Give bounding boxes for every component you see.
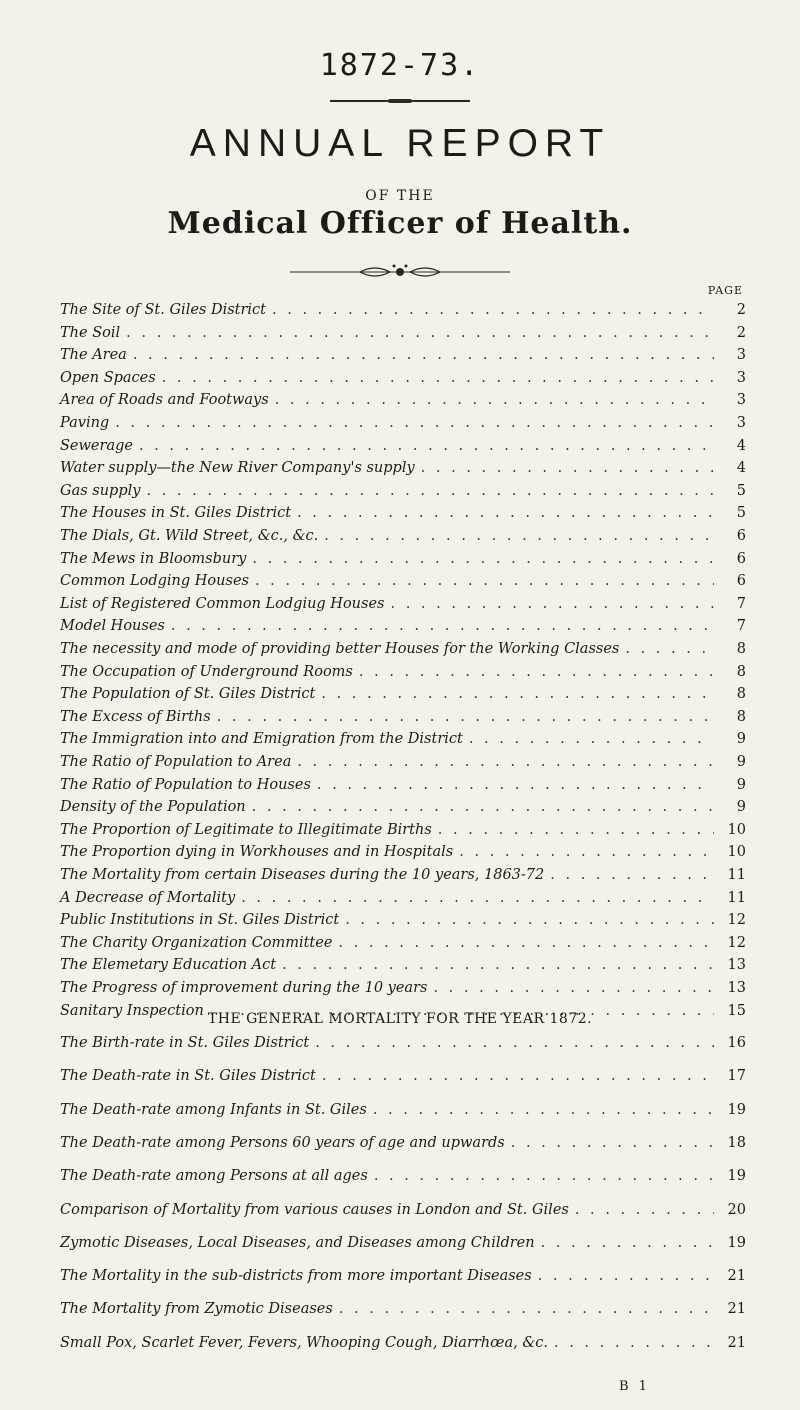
contents-page-number: 9 <box>736 731 746 747</box>
contents-row <box>60 596 746 616</box>
contents-row <box>60 370 746 390</box>
contents-label: Common Lodging Houses <box>60 573 249 589</box>
contents-page-number: 19 <box>727 1102 746 1118</box>
contents-row <box>60 777 746 797</box>
leader-dots <box>297 754 714 770</box>
contents-page-number: 15 <box>727 1003 746 1019</box>
contents-label: The Proportion dying in Workhouses and in Hospitals <box>60 844 454 860</box>
leader-dots <box>345 912 714 928</box>
contents-label: The Birth-rate in St. Giles District <box>60 1035 310 1051</box>
leader-dots <box>317 777 714 793</box>
contents-page-number: 21 <box>727 1268 746 1284</box>
contents-label: The Population of St. Giles District <box>60 686 316 702</box>
contents-row <box>60 1235 746 1255</box>
leader-dots <box>252 799 714 815</box>
contents-row <box>60 912 746 932</box>
top-rule-ornament <box>330 100 470 102</box>
contents-label: The necessity and mode of providing better Houses for the Working Classes <box>60 641 620 657</box>
leader-dots <box>322 1068 714 1084</box>
contents-page-number: 8 <box>736 709 746 725</box>
contents-page-number: 13 <box>727 980 746 996</box>
contents-row <box>60 664 746 684</box>
contents-page-number: 18 <box>727 1135 746 1151</box>
leader-dots <box>469 731 714 747</box>
contents-page-number: 21 <box>727 1335 746 1351</box>
leader-dots <box>217 709 714 725</box>
contents-label: Water supply—the New River Company's supply <box>60 460 415 476</box>
leader-dots <box>625 641 714 657</box>
section-heading: THE GENERAL MORTALITY FOR THE YEAR 1872. <box>207 1011 593 1027</box>
contents-label: The Mortality from Zymotic Diseases <box>60 1301 333 1317</box>
leader-dots <box>554 1335 714 1351</box>
leader-dots <box>550 867 714 883</box>
contents-row <box>60 867 746 887</box>
contents-page-number: 17 <box>727 1068 746 1084</box>
contents-label: Area of Roads and Footways <box>60 392 269 408</box>
contents-label: The Death-rate among Persons 60 years of age and upwards <box>60 1135 505 1151</box>
contents-row <box>60 415 746 435</box>
contents-row <box>60 1335 746 1355</box>
contents-row <box>60 731 746 751</box>
contents-row <box>60 980 746 1000</box>
leader-dots <box>272 302 714 318</box>
leader-dots <box>321 686 714 702</box>
signature-mark: B 1 <box>619 1379 650 1394</box>
contents-row <box>60 347 746 367</box>
contents-label: Gas supply <box>60 483 141 499</box>
contents-row <box>60 618 746 638</box>
contents-row <box>60 551 746 571</box>
contents-label: The Charity Organization Committee <box>60 935 333 951</box>
contents-label: The Dials, Gt. Wild Street, &c., &c. <box>60 528 319 544</box>
contents-label: The Proportion of Legitimate to Illegitimate Births <box>60 822 432 838</box>
contents-page-number: 4 <box>736 460 746 476</box>
contents-label: The Site of St. Giles District <box>60 302 267 318</box>
leader-dots <box>438 822 714 838</box>
contents-label: The Mortality in the sub-districts from more important Diseases <box>60 1268 532 1284</box>
contents-row <box>60 935 746 955</box>
contents-row <box>60 641 746 661</box>
contents-page-number: 8 <box>736 686 746 702</box>
contents-page-number: 21 <box>727 1301 746 1317</box>
contents-row <box>60 1102 746 1122</box>
of-the-text: OF THE <box>365 188 435 204</box>
leader-dots <box>373 1102 714 1118</box>
contents-label: The Death-rate in St. Giles District <box>60 1068 316 1084</box>
contents-label: The Excess of Births <box>60 709 211 725</box>
contents-page-number: 6 <box>736 551 746 567</box>
contents-label: The Mews in Bloomsbury <box>60 551 247 567</box>
contents-row <box>60 844 746 864</box>
leader-dots <box>139 438 714 454</box>
leader-dots <box>339 1301 714 1317</box>
leader-dots <box>162 370 714 386</box>
leader-dots <box>359 664 714 680</box>
leader-dots <box>241 890 714 906</box>
contents-row <box>60 754 746 774</box>
contents-row <box>60 957 746 977</box>
contents-label: Public Institutions in St. Giles District <box>60 912 340 928</box>
contents-row <box>60 438 746 458</box>
contents-label: Open Spaces <box>60 370 156 386</box>
contents-row <box>60 483 746 503</box>
contents-page-number: 11 <box>727 867 746 883</box>
contents-label: The Death-rate among Persons at all ages <box>60 1168 368 1184</box>
contents-page-number: 7 <box>736 618 746 634</box>
contents-page-number: 2 <box>736 302 746 318</box>
leader-dots <box>315 1035 714 1051</box>
leader-dots <box>275 392 714 408</box>
contents-row <box>60 1135 746 1155</box>
contents-page-number: 3 <box>736 347 746 363</box>
leader-dots <box>133 347 714 363</box>
contents-row <box>60 890 746 910</box>
contents-page-number: 5 <box>736 505 746 521</box>
contents-page-number: 3 <box>736 392 746 408</box>
leader-dots <box>252 551 714 567</box>
contents-label: Model Houses <box>60 618 165 634</box>
leader-dots <box>338 935 714 951</box>
contents-label: Sewerage <box>60 438 133 454</box>
contents-page-number: 19 <box>727 1235 746 1251</box>
contents-label: Zymotic Diseases, Local Diseases, and Diseases among Children <box>60 1235 535 1251</box>
contents-row <box>60 505 746 525</box>
contents-row <box>60 460 746 480</box>
contents-page-number: 2 <box>736 325 746 341</box>
contents-row <box>60 1035 746 1055</box>
contents-page-number: 9 <box>736 799 746 815</box>
contents-page-number: 7 <box>736 596 746 612</box>
contents-row <box>60 392 746 412</box>
leader-dots <box>511 1135 714 1151</box>
contents-label: The Ratio of Population to Houses <box>60 777 311 793</box>
contents-row <box>60 1301 746 1321</box>
contents-label: The Progress of improvement during the 10 years <box>60 980 428 996</box>
contents-label: Density of the Population <box>60 799 246 815</box>
contents-page-number: 13 <box>727 957 746 973</box>
contents-label: Sanitary Inspection <box>60 1003 204 1019</box>
contents-row <box>60 302 746 322</box>
leader-dots <box>391 596 715 612</box>
leader-dots <box>374 1168 714 1184</box>
contents-page-number: 19 <box>727 1168 746 1184</box>
contents-label: The Mortality from certain Diseases during the 10 years, 1863-72 <box>60 867 545 883</box>
leader-dots <box>126 325 714 341</box>
contents-page-number: 6 <box>736 573 746 589</box>
contents-page-number: 20 <box>727 1202 746 1218</box>
contents-page-number: 5 <box>736 483 746 499</box>
contents-page-number: 6 <box>736 528 746 544</box>
leader-dots <box>575 1202 714 1218</box>
contents-label: The Ratio of Population to Area <box>60 754 292 770</box>
ornamental-rule-icon <box>290 262 510 282</box>
contents-row <box>60 573 746 593</box>
contents-label: The Area <box>60 347 127 363</box>
contents-label: The Immigration into and Emigration from the District <box>60 731 463 747</box>
report-title: ANNUAL REPORT <box>189 122 611 165</box>
leader-dots <box>115 415 714 431</box>
contents-label: Comparison of Mortality from various causes in London and St. Giles <box>60 1202 569 1218</box>
contents-page-number: 12 <box>727 912 746 928</box>
contents-row <box>60 325 746 345</box>
leader-dots <box>324 528 714 544</box>
contents-label: A Decrease of Mortality <box>60 890 236 906</box>
leader-dots <box>459 844 714 860</box>
report-year: 1872-73. <box>319 48 481 83</box>
contents-label: Paving <box>60 415 110 431</box>
leader-dots <box>255 573 714 589</box>
contents-label: Small Pox, Scarlet Fever, Fevers, Whooping Cough, Diarrhœa, &c. <box>60 1335 548 1351</box>
contents-page-number: 10 <box>727 822 746 838</box>
contents-row <box>60 709 746 729</box>
contents-label: The Houses in St. Giles District <box>60 505 292 521</box>
leader-dots <box>282 957 714 973</box>
leader-dots <box>538 1268 714 1284</box>
contents-page-number: 10 <box>727 844 746 860</box>
leader-dots <box>433 980 714 996</box>
leader-dots <box>541 1235 714 1251</box>
leader-dots <box>171 618 714 634</box>
contents-row <box>60 822 746 842</box>
contents-page-number: 11 <box>727 890 746 906</box>
contents-row <box>60 1168 746 1188</box>
leader-dots <box>297 505 714 521</box>
contents-row <box>60 799 746 819</box>
contents-row <box>60 1268 746 1288</box>
contents-page-number: 9 <box>736 777 746 793</box>
contents-page-number: 16 <box>727 1035 746 1051</box>
report-subtitle: Medical Officer of Health. <box>167 206 633 241</box>
contents-label: The Death-rate among Infants in St. Giles <box>60 1102 367 1118</box>
contents-page-number: 8 <box>736 641 746 657</box>
contents-row <box>60 686 746 706</box>
contents-page-number: 3 <box>736 415 746 431</box>
contents-row <box>60 1068 746 1088</box>
contents-page-number: 8 <box>736 664 746 680</box>
contents-page-number: 3 <box>736 370 746 386</box>
contents-label: List of Registered Common Lodgiug Houses <box>60 596 385 612</box>
contents-page-number: 12 <box>727 935 746 951</box>
contents-label: The Occupation of Underground Rooms <box>60 664 353 680</box>
leader-dots <box>421 460 714 476</box>
contents-row <box>60 1202 746 1222</box>
contents-label: The Elemetary Education Act <box>60 957 277 973</box>
contents-page-number: 4 <box>736 438 746 454</box>
contents-label: The Soil <box>60 325 121 341</box>
contents-row <box>60 528 746 548</box>
page-column-label: PAGE <box>707 284 743 297</box>
contents-page-number: 9 <box>736 754 746 770</box>
leader-dots <box>146 483 714 499</box>
